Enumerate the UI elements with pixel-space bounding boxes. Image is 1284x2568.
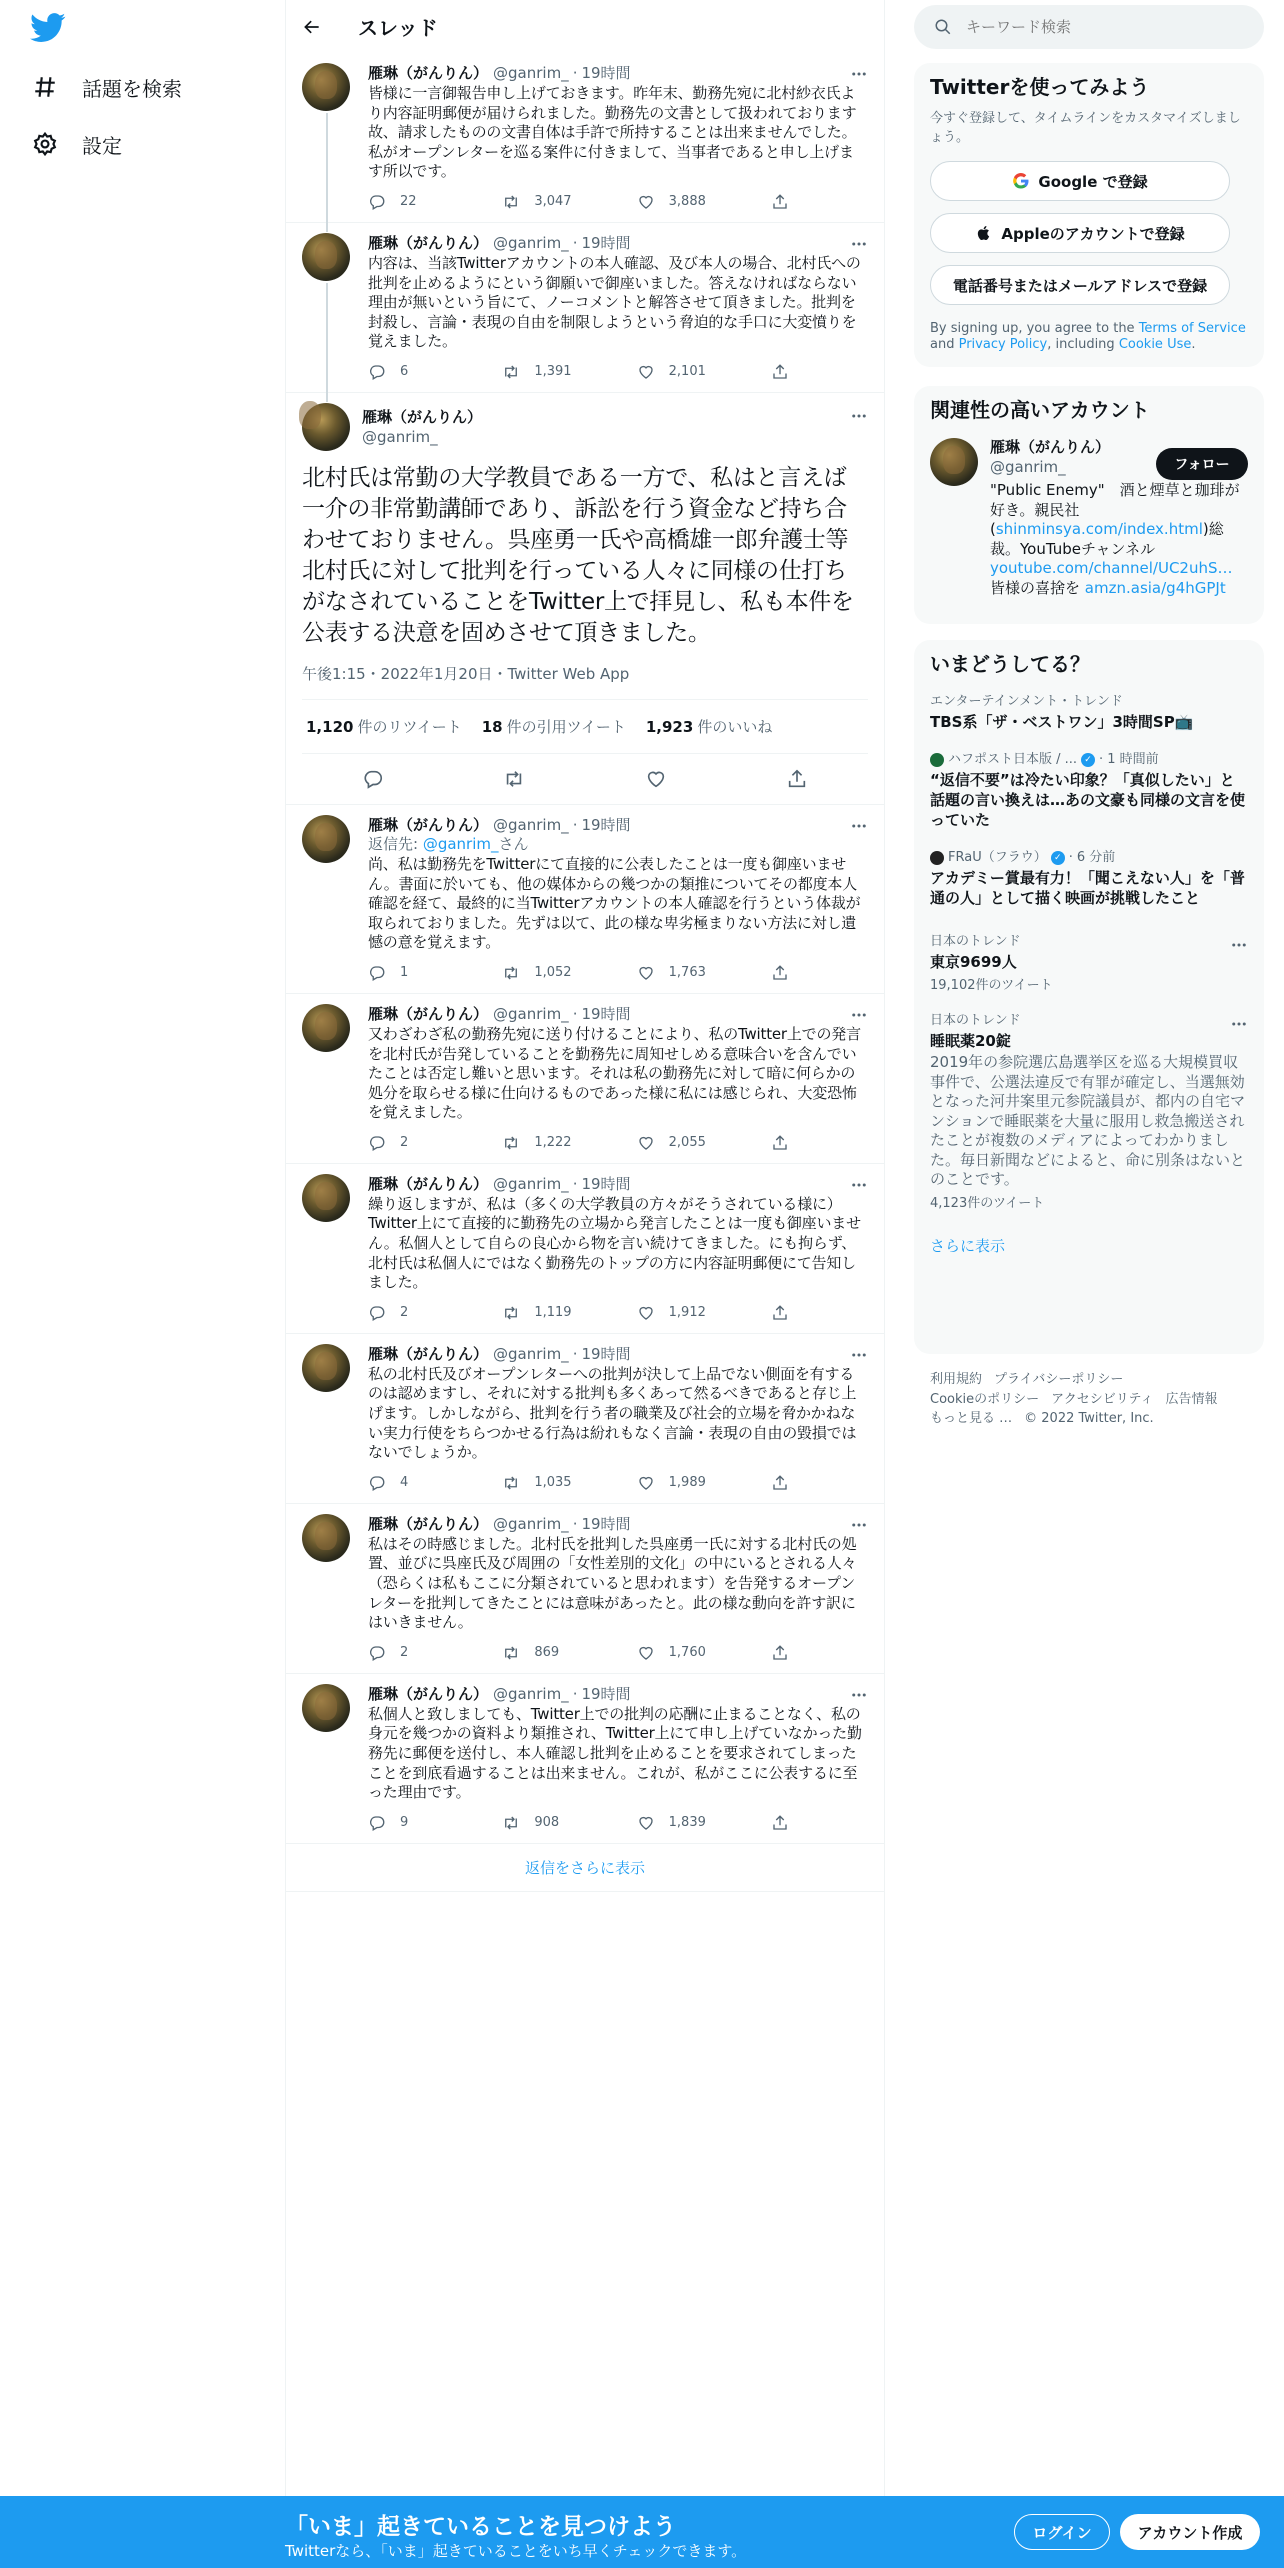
retweet-icon bbox=[502, 1304, 520, 1322]
tweet[interactable] bbox=[286, 1334, 884, 1504]
tweet-text: 内容は、当該Twitterアカウントの本人確認、及び本人の場合、北村氏への批判を止めるようにという御願いで御座いました。答えなければならない理由が無いという旨にて、ノーコメントと解答させて頂きました。批判を封殺し、言論・表現の自由を制限しようという脅迫的な手口に大変憤りを覚えました。 bbox=[368, 253, 861, 351]
like-button[interactable] bbox=[637, 1474, 727, 1492]
tweet[interactable] bbox=[286, 1674, 884, 1844]
share-icon bbox=[771, 964, 789, 982]
share-button[interactable] bbox=[771, 964, 789, 982]
trend-title: 東京9699人 bbox=[930, 953, 1017, 971]
tweet[interactable] bbox=[286, 1164, 884, 1334]
tweet-time[interactable]: 19時間 bbox=[581, 1514, 631, 1533]
login-button[interactable]: ログイン bbox=[1014, 2514, 1110, 2550]
signup-subtitle: 今すぐ登録して、タイムラインをカスタマイズしましょう。 bbox=[930, 111, 1241, 145]
author-handle[interactable]: @ganrim_ bbox=[493, 1684, 569, 1703]
author-handle[interactable]: @ganrim_ bbox=[362, 427, 438, 446]
retweet-count: 1,052 bbox=[534, 965, 572, 981]
news-source: FRaU（フラウ） bbox=[948, 850, 1047, 865]
author-name[interactable]: 雁琳（がんりん） bbox=[368, 1684, 489, 1703]
tweet-time[interactable]: 19時間 bbox=[581, 1174, 631, 1193]
like-icon[interactable] bbox=[645, 768, 667, 790]
share-button[interactable] bbox=[771, 1474, 789, 1492]
copyright: © 2022 Twitter, Inc. bbox=[1024, 1411, 1154, 1426]
share-icon bbox=[771, 363, 789, 381]
tweet-text: 尚、私は勤務先をTwitterにて直接的に公表したことは一度も御座いません。書面に於いても、他の媒体からの幾つかの類推についてその都度本人確認を経て、最終的に当Twitterアカウントの本人確認を行うという体裁が取られておりました。先ずは以て、此の様な卑劣極まりない方法に対し遺憾の意を覚えます。 bbox=[368, 854, 861, 952]
tweet-text: 私の北村氏及びオープンレターへの批判が決して上品でない側面を有するのは認めますし、それに対する批判も多くあって然るべきであると存じ上げます。しかしながら、批判を行う者の職業及び社会的立場を脅かかねない実力行使をちらつかせる行為は紛れもなく言論・表現の自由の毀損ではないでしょうか。 bbox=[368, 1364, 857, 1462]
author-handle[interactable]: @ganrim_ bbox=[493, 1344, 569, 1363]
share-icon bbox=[771, 1474, 789, 1492]
tweet-text: 私はその時感じました。北村氏を批判した呉座勇一氏に対する北村氏の処置、並びに呉座氏及び周囲の「女性差別的文化」の中にいるとされる人々（恐らくは私もここに分類されていると思われます）を告発するオープンレターを批判してきたことには意味があったと。此の様な動向を許す訳にはいきません。 bbox=[368, 1534, 857, 1632]
retweet-stat[interactable]: 1,120 件のリツイート bbox=[306, 717, 462, 736]
footer-link[interactable]: 利用規約 bbox=[930, 1372, 983, 1387]
tweet-actions bbox=[368, 352, 793, 392]
like-button[interactable] bbox=[637, 1814, 727, 1832]
reply-button[interactable] bbox=[368, 1474, 458, 1492]
verified-badge-icon: ✓ bbox=[1051, 851, 1065, 865]
footer-links bbox=[930, 1370, 1260, 1429]
like-icon bbox=[637, 1814, 655, 1832]
separator-dot: · bbox=[572, 1514, 578, 1533]
news-item[interactable]: ハフポスト日本版 / ... ✓ · 1 時間前 “返信不要”は冷たい印象？「真似したい」と話題の言い換えは…あの文豪も同様の文言を使っていた bbox=[930, 752, 1248, 830]
retweet-count: 3,047 bbox=[534, 194, 572, 210]
main-column bbox=[285, 0, 885, 2496]
follow-button[interactable]: フォロー bbox=[1156, 448, 1248, 480]
apple-icon bbox=[975, 224, 993, 242]
share-button[interactable] bbox=[771, 1304, 789, 1322]
tweet-actions bbox=[368, 953, 793, 993]
retweet-icon[interactable] bbox=[503, 768, 525, 790]
like-icon bbox=[637, 964, 655, 982]
focal-tweet-stats bbox=[302, 700, 868, 754]
share-icon bbox=[771, 193, 789, 211]
hashtag-icon bbox=[32, 74, 58, 100]
like-icon bbox=[637, 363, 655, 381]
page-title: スレッド bbox=[358, 16, 438, 40]
tweet-actions bbox=[368, 182, 793, 222]
retweet-count: 869 bbox=[534, 1645, 560, 1661]
trend-context: エンターテインメント・トレンド bbox=[930, 694, 1123, 709]
signup-button[interactable]: アカウント作成 bbox=[1120, 2514, 1260, 2550]
retweet-count: 1,035 bbox=[534, 1475, 572, 1491]
tweet-actions bbox=[368, 1293, 793, 1333]
gear-icon bbox=[32, 131, 58, 157]
nav-settings[interactable] bbox=[32, 124, 122, 164]
separator-dot: · bbox=[572, 1004, 578, 1023]
reply-count: 2 bbox=[400, 1305, 409, 1321]
tweet-actions bbox=[368, 1633, 793, 1673]
author-handle[interactable]: @ganrim_ bbox=[493, 815, 569, 834]
retweet-button[interactable] bbox=[502, 363, 592, 381]
retweet-button[interactable] bbox=[502, 1644, 592, 1662]
cookie-link[interactable]: Cookie Use bbox=[1118, 337, 1192, 352]
retweet-icon bbox=[502, 363, 520, 381]
tweet-text: 繰り返しますが、私は（多くの大学教員の方々がそうされている様に）Twitter上にて直接的に勤務先の立場から発言したことは一度も御座いません。私個人として自らの良心から物を言い続けてきました。にも拘らず、北村氏は私個人にではなく勤務先のトップの方に内容証明郵便にて告知しました。 bbox=[368, 1194, 861, 1292]
more-options-icon[interactable] bbox=[850, 1516, 868, 1534]
like-icon bbox=[637, 1304, 655, 1322]
tweet-time[interactable]: 19時間 bbox=[581, 1004, 631, 1023]
retweet-count: 1,119 bbox=[534, 1305, 572, 1321]
like-stat[interactable]: 1,923 件のいいね bbox=[645, 717, 773, 736]
more-options-icon[interactable] bbox=[850, 407, 868, 425]
share-icon bbox=[771, 1304, 789, 1322]
left-nav bbox=[0, 0, 285, 2496]
more-options-icon[interactable] bbox=[850, 1686, 868, 1704]
nav-settings-label: 設定 bbox=[82, 133, 122, 158]
related-account-name[interactable]: 雁琳（がんりん） bbox=[990, 438, 1111, 456]
reply-button[interactable] bbox=[368, 964, 458, 982]
author-name[interactable]: 雁琳（がんりん） bbox=[368, 1514, 489, 1533]
reply-icon bbox=[368, 363, 386, 381]
more-options-icon[interactable] bbox=[850, 65, 868, 83]
signup-card bbox=[914, 63, 1264, 367]
like-button[interactable] bbox=[637, 964, 727, 982]
share-icon[interactable] bbox=[786, 768, 808, 790]
share-button[interactable] bbox=[771, 193, 789, 211]
reply-button[interactable] bbox=[368, 1134, 458, 1152]
reply-button[interactable] bbox=[368, 1304, 458, 1322]
more-options-icon[interactable] bbox=[1230, 936, 1248, 954]
like-icon bbox=[637, 1134, 655, 1152]
search-icon bbox=[934, 18, 952, 36]
reply-icon bbox=[368, 1304, 386, 1322]
separator-dot: · bbox=[572, 1174, 578, 1193]
retweet-icon bbox=[502, 1474, 520, 1492]
reply-to-line: 返信先: @ganrim_さん bbox=[368, 834, 529, 853]
news-title: “返信不要”は冷たい印象？「真似したい」と話題の言い換えは…あの文豪も同様の文言を使っていた bbox=[930, 771, 1246, 829]
like-count: 2,055 bbox=[668, 1135, 706, 1151]
tweet[interactable] bbox=[286, 1504, 884, 1674]
separator-dot: · bbox=[572, 1684, 578, 1703]
author-handle[interactable]: @ganrim_ bbox=[493, 1514, 569, 1533]
terms-link[interactable]: Terms of Service bbox=[1138, 321, 1246, 336]
quote-stat[interactable]: 18 件の引用ツイート bbox=[481, 717, 626, 736]
more-options-icon[interactable] bbox=[850, 817, 868, 835]
separator-dot: · bbox=[572, 233, 578, 252]
signup-title: Twitterを使ってみよう bbox=[930, 75, 1150, 99]
more-options-icon[interactable] bbox=[850, 1346, 868, 1364]
share-icon bbox=[771, 1644, 789, 1662]
retweet-icon bbox=[502, 1814, 520, 1832]
like-count: 1,760 bbox=[668, 1645, 706, 1661]
share-button[interactable] bbox=[771, 1814, 789, 1832]
like-button[interactable] bbox=[637, 1304, 727, 1322]
phone-email-signup-button[interactable] bbox=[930, 265, 1230, 305]
news-time: 1 時間前 bbox=[1107, 752, 1159, 767]
tweet[interactable] bbox=[286, 805, 884, 994]
author-name[interactable]: 雁琳（がんりん） bbox=[368, 64, 489, 82]
tweet-text: 又わざわざ私の勤務先宛に送り付けることにより、私のTwitter上での発言を北村氏が告発していることを勤務先に周知せしめる意味合いを含んでいたことは否定し難いと思います。それは私の勤務先に対して暗に何らかの処分を取らせる様に仕向けるものであった様に私には感じられ、大変恐怖を覚えました。 bbox=[368, 1024, 861, 1122]
footer-link[interactable]: もっと見る … bbox=[930, 1411, 1013, 1426]
reply-count: 2 bbox=[400, 1135, 409, 1151]
avatar[interactable] bbox=[302, 815, 350, 863]
trend-item[interactable] bbox=[930, 934, 1248, 993]
avatar[interactable] bbox=[302, 1344, 350, 1392]
tweet-actions bbox=[368, 1123, 793, 1163]
reply-count: 22 bbox=[400, 194, 417, 210]
avatar[interactable] bbox=[302, 63, 350, 111]
tweet-actions bbox=[368, 1463, 793, 1503]
share-button[interactable] bbox=[771, 363, 789, 381]
like-count: 1,839 bbox=[668, 1815, 706, 1831]
author-handle[interactable]: @ganrim_ bbox=[493, 1004, 569, 1023]
trends-show-more-link[interactable]: さらに表示 bbox=[930, 1236, 1006, 1255]
like-button[interactable] bbox=[637, 363, 727, 381]
avatar[interactable] bbox=[302, 1684, 350, 1732]
search-input[interactable] bbox=[966, 18, 1226, 36]
reply-button[interactable] bbox=[368, 193, 458, 211]
share-button[interactable] bbox=[771, 1134, 789, 1152]
bio-link-amazon[interactable]: amzn.asia/g4hGPJt bbox=[1084, 578, 1226, 597]
trend-item[interactable] bbox=[930, 1013, 1248, 1211]
retweet-button[interactable] bbox=[502, 193, 592, 211]
footer-link[interactable]: Cookieのポリシー bbox=[930, 1391, 1040, 1407]
privacy-link[interactable]: Privacy Policy bbox=[958, 337, 1048, 352]
author-name[interactable]: 雁琳（がんりん） bbox=[368, 815, 489, 834]
reply-count: 4 bbox=[400, 1475, 409, 1491]
tweet-time[interactable]: 19時間 bbox=[581, 1344, 631, 1363]
tweet-text: 私個人と致しましても、Twitter上での批判の応酬に止まることなく、私の身元を幾つかの資料より類推され、Twitter上にて申し上げていなかった勤務先に郵便を送付し、本人確認し批判を止めることを要求されてしまったことを到底看過することは出来ません。これが、私がここに公表するに至った理由です。 bbox=[368, 1704, 862, 1802]
retweet-icon bbox=[502, 193, 520, 211]
focal-tweet-meta[interactable]: 午後1:15・2022年1月20日・Twitter Web App bbox=[302, 663, 868, 700]
like-button[interactable] bbox=[637, 1134, 727, 1152]
news-source-logo-icon bbox=[930, 851, 944, 865]
retweet-icon bbox=[502, 1644, 520, 1662]
tweet-time[interactable]: 19時間 bbox=[581, 64, 631, 82]
show-more-replies-button[interactable]: 返信をさらに表示 bbox=[286, 1844, 884, 1892]
tweet-actions bbox=[368, 1803, 793, 1843]
tweet-text: 皆様に一言御報告申し上げておきます。昨年末、勤務先宛に北村紗衣氏より内容証明郵便が届けられました。勤務先の文書として扱われております故、請求したものの文書自体は手許で所持することは出来ませんでした。私がオープンレターを巡る案件に付きまして、当事者であると申し上げます所以です。 bbox=[368, 84, 857, 181]
apple-signup-label: Appleのアカウントで登録 bbox=[1001, 224, 1185, 243]
focal-tweet bbox=[286, 393, 884, 805]
author-name[interactable]: 雁琳（がんりん） bbox=[368, 233, 489, 252]
retweet-button[interactable] bbox=[502, 964, 592, 982]
footer-link[interactable]: アクセシビリティ bbox=[1051, 1391, 1154, 1407]
retweet-button[interactable] bbox=[502, 1304, 592, 1322]
like-icon bbox=[637, 1474, 655, 1492]
phone-email-signup-label: 電話番号またはメールアドレスで登録 bbox=[952, 276, 1208, 295]
like-icon bbox=[637, 193, 655, 211]
related-accounts-card bbox=[914, 386, 1264, 624]
reply-count: 2 bbox=[400, 1645, 409, 1661]
reply-icon bbox=[368, 193, 386, 211]
reply-count: 9 bbox=[400, 1815, 409, 1831]
focal-tweet-text: 北村氏は常勤の大学教員である一方で、私はと言えば一介の非常勤講師であり、訴訟を行う資金など持ち合わせておりません。呉座勇一氏や高橋雄一郎弁護士等北村氏に対して批判を行っている人々に同様の仕打ちがなされていることをTwitter上で拝見し、私も本件を公表する決意を固めさせて頂きました。 bbox=[302, 464, 854, 646]
search-box[interactable] bbox=[914, 5, 1264, 49]
reply-icon bbox=[368, 1644, 386, 1662]
share-button[interactable] bbox=[771, 1644, 789, 1662]
avatar[interactable] bbox=[302, 1514, 350, 1562]
author-handle[interactable]: @ganrim_ bbox=[493, 1174, 569, 1193]
avatar[interactable] bbox=[302, 403, 350, 451]
separator-dot: · bbox=[572, 1344, 578, 1363]
google-signup-button[interactable] bbox=[930, 161, 1230, 201]
trend-count: 19,102件のツイート bbox=[930, 978, 1053, 993]
related-title: 関連性の高いアカウント bbox=[930, 398, 1150, 422]
footer-link[interactable]: プライバシーポリシー bbox=[994, 1372, 1124, 1387]
author-name[interactable]: 雁琳（がんりん） bbox=[368, 1004, 489, 1023]
trend-context: 日本のトレンド bbox=[930, 934, 1021, 949]
news-time: 6 分前 bbox=[1076, 850, 1116, 865]
more-options-icon[interactable] bbox=[850, 1006, 868, 1024]
related-account-handle: @ganrim_ bbox=[990, 457, 1066, 476]
like-count: 1,763 bbox=[668, 965, 706, 981]
author-handle[interactable]: @ganrim_ bbox=[493, 64, 569, 82]
footer-link[interactable]: 広告情報 bbox=[1165, 1391, 1218, 1407]
like-icon bbox=[637, 1644, 655, 1662]
verified-badge-icon: ✓ bbox=[1081, 753, 1095, 767]
trend-context: 日本のトレンド bbox=[930, 1013, 1021, 1028]
more-options-icon[interactable] bbox=[850, 1176, 868, 1194]
nav-explore[interactable] bbox=[32, 67, 182, 107]
author-name[interactable]: 雁琳（がんりん） bbox=[368, 1174, 489, 1193]
reply-button[interactable] bbox=[368, 1644, 458, 1662]
share-icon bbox=[771, 1134, 789, 1152]
author-name[interactable]: 雁琳（がんりん） bbox=[368, 1344, 489, 1363]
reply-icon bbox=[368, 1134, 386, 1152]
avatar[interactable] bbox=[302, 1174, 350, 1222]
separator-dot: · bbox=[572, 815, 578, 834]
avatar[interactable] bbox=[302, 1004, 350, 1052]
reply-count: 6 bbox=[400, 364, 409, 380]
google-signup-label: Google で登録 bbox=[1038, 172, 1148, 191]
like-count: 1,912 bbox=[668, 1305, 706, 1321]
like-count: 1,989 bbox=[668, 1475, 706, 1491]
author-name[interactable]: 雁琳（がんりん） bbox=[362, 407, 483, 426]
news-source: ハフポスト日本版 / ... bbox=[948, 752, 1078, 767]
tweet-time[interactable]: 19時間 bbox=[581, 233, 631, 252]
bio-link-youtube[interactable]: youtube.com/channel/UC2uhS… bbox=[990, 559, 1233, 577]
author-handle[interactable]: @ganrim_ bbox=[493, 233, 569, 252]
retweet-count: 1,222 bbox=[534, 1135, 572, 1151]
retweet-count: 908 bbox=[534, 1815, 560, 1831]
reply-icon bbox=[368, 964, 386, 982]
trend-description: 2019年の参院選広島選挙区を巡る大規模買収事件で、公選法違反で有罪が確定し、当選無効となった河井案里元参院議員が、都内の自宅マンションで睡眠薬を大量に服用し救急搬送されたことが複数のメディアによってわかりました。毎日新聞などによると、命に別条はないとのことです。 bbox=[930, 1053, 1246, 1188]
retweet-icon bbox=[502, 964, 520, 982]
reply-mention-link[interactable]: @ganrim_ bbox=[422, 834, 499, 853]
tweet[interactable] bbox=[286, 53, 884, 223]
twitter-logo-icon[interactable] bbox=[30, 13, 66, 43]
like-button[interactable] bbox=[637, 1644, 727, 1662]
back-arrow-icon[interactable] bbox=[302, 17, 322, 37]
trend-title: 睡眠薬20錠 bbox=[930, 1032, 1011, 1050]
news-item[interactable]: FRaU（フラウ） ✓ · 6 分前 アカデミー賞最有力！「聞こえない人」を「普通の人」として描く映画が挑戦したこと bbox=[930, 850, 1248, 908]
tweet[interactable] bbox=[286, 994, 884, 1164]
focal-tweet-actions bbox=[302, 754, 868, 804]
tweet[interactable] bbox=[286, 223, 884, 393]
nav-explore-label: 話題を検索 bbox=[82, 76, 182, 101]
separator-dot: · bbox=[572, 64, 578, 82]
retweet-count: 1,391 bbox=[534, 364, 572, 380]
news-title: アカデミー賞最有力！「聞こえない人」を「普通の人」として描く映画が挑戦したこと bbox=[930, 869, 1245, 907]
more-options-icon[interactable] bbox=[1230, 1015, 1248, 1033]
reply-icon bbox=[368, 1814, 386, 1832]
trend-item[interactable] bbox=[930, 694, 1248, 732]
bottom-bar-title: 「いま」起きていることを見つけよう bbox=[285, 2514, 676, 2540]
bottom-signup-bar bbox=[0, 2496, 1284, 2568]
more-options-icon[interactable] bbox=[850, 235, 868, 253]
trend-count: 4,123件のツイート bbox=[930, 1195, 1045, 1211]
bio-link-shinminsya[interactable]: shinminsya.com/index.html bbox=[995, 520, 1203, 538]
retweet-button[interactable] bbox=[502, 1814, 592, 1832]
google-icon bbox=[1012, 172, 1030, 190]
trend-title: TBS系「ザ・ベストワン」3時間SP📺 bbox=[930, 713, 1194, 731]
retweet-button[interactable] bbox=[502, 1474, 592, 1492]
reply-count: 1 bbox=[400, 965, 409, 981]
apple-signup-button[interactable] bbox=[930, 213, 1230, 253]
avatar[interactable] bbox=[930, 438, 978, 486]
reply-icon bbox=[368, 1474, 386, 1492]
reply-button[interactable] bbox=[368, 363, 458, 381]
news-source-logo-icon bbox=[930, 753, 944, 767]
avatar[interactable] bbox=[302, 233, 350, 281]
tweet-time[interactable]: 19時間 bbox=[581, 1684, 631, 1703]
related-account-bio: "Public Enemy" 酒と煙草と珈琲が好き。親民社(shinminsya.com/index.html)総裁。YouTubeチャンネルyoutube.com/channel/UC2uhS… 皆様の喜捨を amzn.asia/g4hGPJt bbox=[990, 481, 1240, 597]
signup-legal-note: By signing up, you agree to the Terms of Service and Privacy Policy, including Cookie Use. bbox=[930, 321, 1246, 352]
like-button[interactable] bbox=[637, 193, 727, 211]
retweet-button[interactable] bbox=[502, 1134, 592, 1152]
trends-card bbox=[914, 640, 1264, 1354]
share-icon bbox=[771, 1814, 789, 1832]
like-count: 3,888 bbox=[668, 194, 706, 210]
like-count: 2,101 bbox=[668, 364, 706, 380]
retweet-icon bbox=[502, 1134, 520, 1152]
page-header bbox=[286, 0, 884, 53]
bottom-bar-subtitle: Twitterなら、「いま」起きていることをいち早くチェックできます。 bbox=[285, 2542, 747, 2560]
reply-icon[interactable] bbox=[362, 768, 384, 790]
tweet-time[interactable]: 19時間 bbox=[581, 815, 631, 834]
reply-button[interactable] bbox=[368, 1814, 458, 1832]
trends-title: いまどうしてる？ bbox=[930, 652, 1090, 676]
